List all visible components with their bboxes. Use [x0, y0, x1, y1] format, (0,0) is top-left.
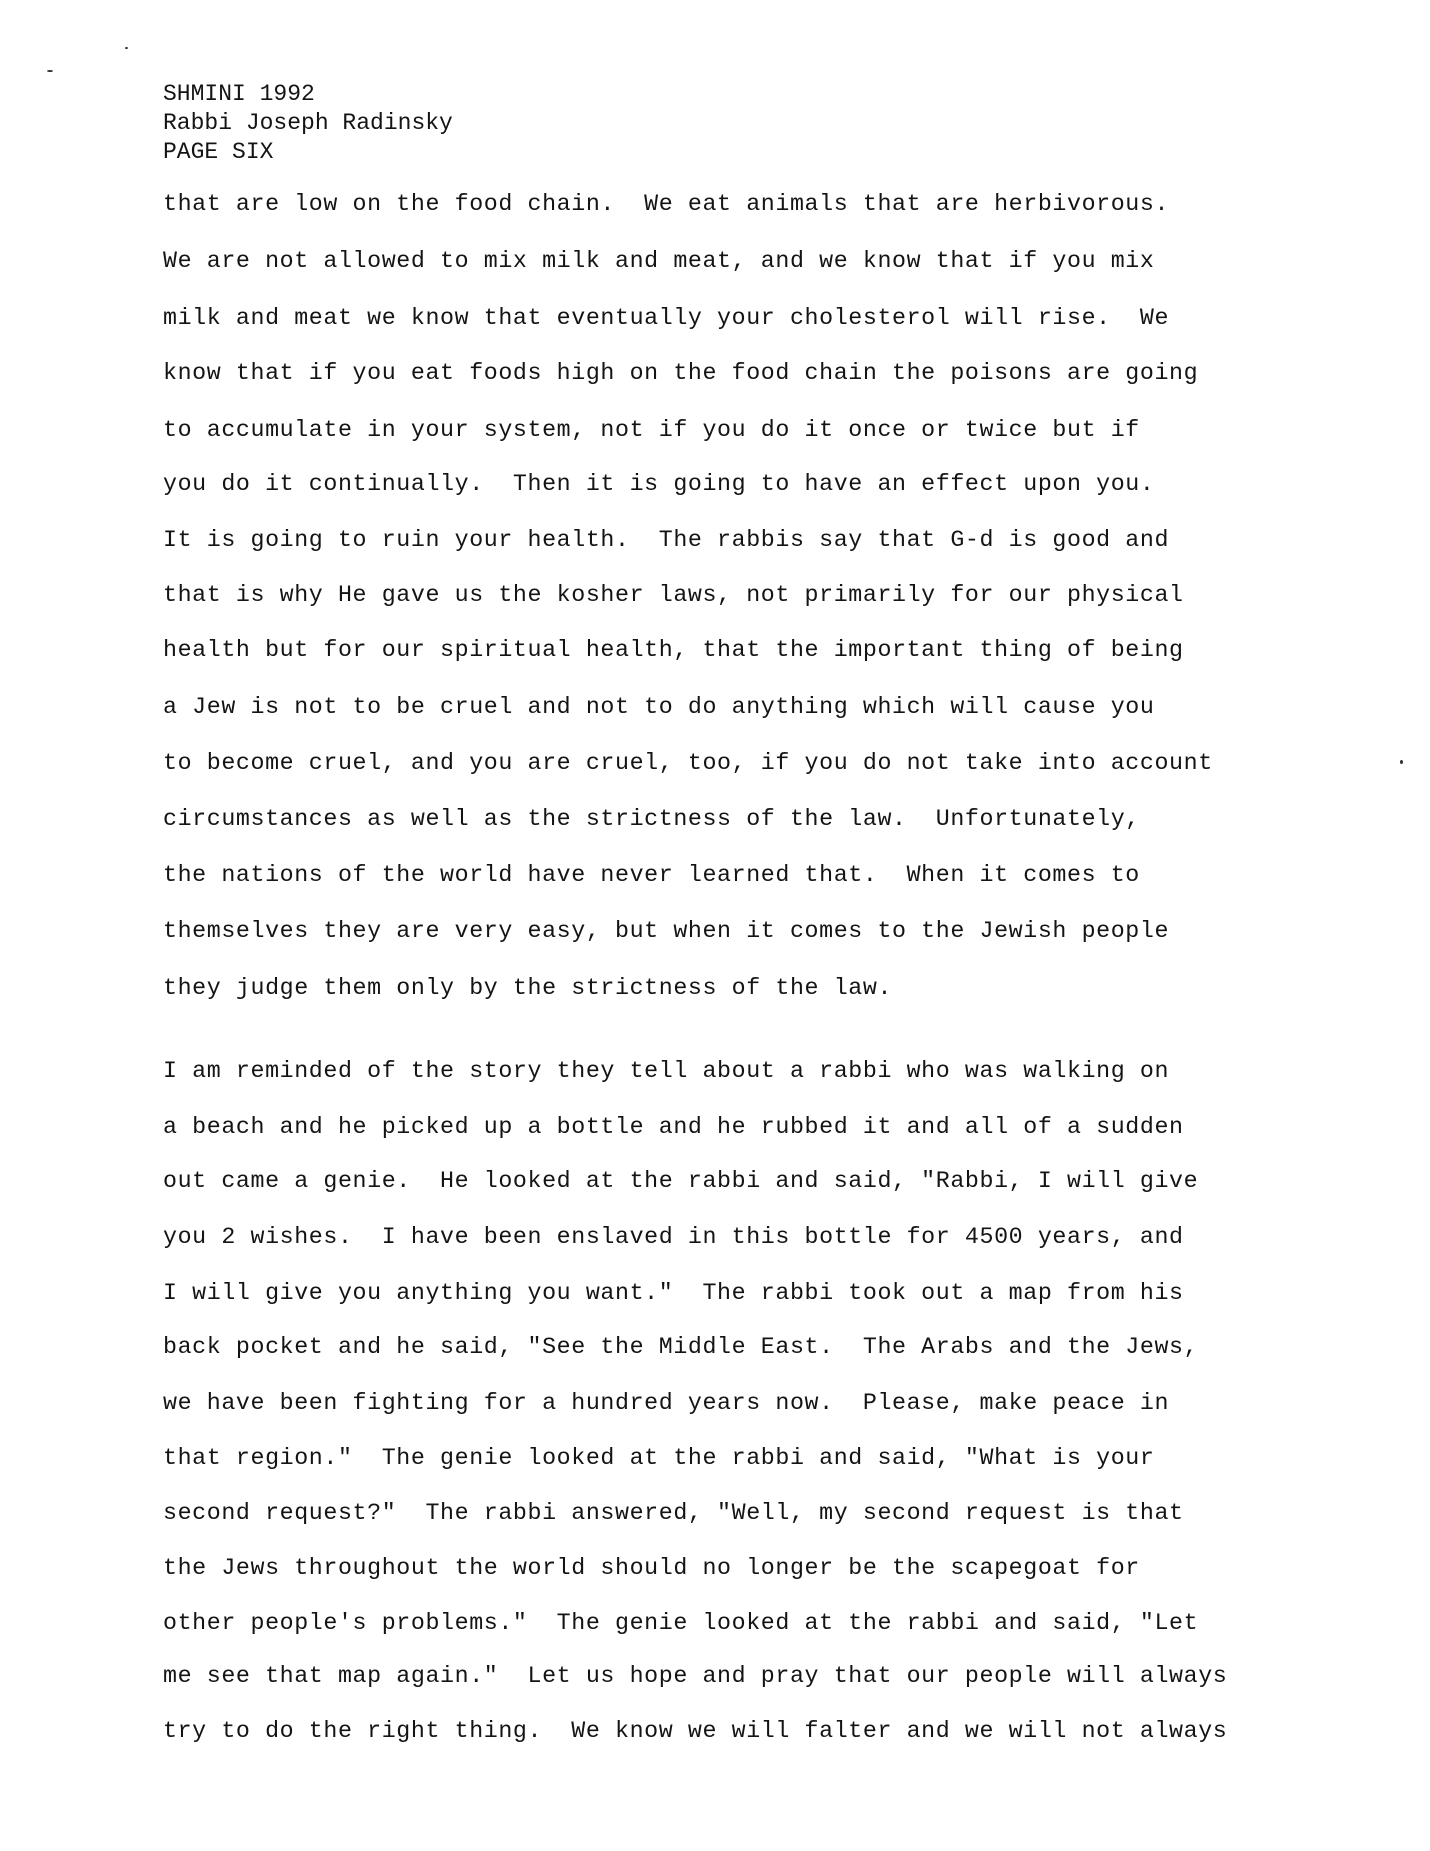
text-line: We are not allowed to mix milk and meat, and we know that if you mix	[163, 248, 1155, 274]
scan-speck	[47, 70, 53, 72]
text-line: that is why He gave us the kosher laws, not primarily for our physical	[163, 582, 1184, 608]
text-line: I will give you anything you want." The rabbi took out a map from his	[163, 1280, 1184, 1306]
text-line: out came a genie. He looked at the rabbi and said, "Rabbi, I will give	[163, 1168, 1199, 1194]
scan-speck	[1400, 760, 1403, 764]
text-line: back pocket and he said, "See the Middle East. The Arabs and the Jews,	[163, 1334, 1199, 1360]
scan-speck	[125, 47, 128, 49]
text-line: you do it continually. Then it is going to have an effect upon you.	[163, 471, 1155, 497]
text-line: to become cruel, and you are cruel, too, if you do not take into account	[163, 750, 1213, 776]
page-label: PAGE SIX	[163, 139, 274, 165]
text-line: try to do the right thing. We know we will falter and we will not always	[163, 1718, 1228, 1744]
text-line: a Jew is not to be cruel and not to do anything which will cause you	[163, 694, 1155, 720]
text-line: themselves they are very easy, but when it comes to the Jewish people	[163, 918, 1170, 944]
text-line: second request?" The rabbi answered, "Well, my second request is that	[163, 1500, 1184, 1526]
text-line: me see that map again." Let us hope and pray that our people will always	[163, 1663, 1228, 1689]
text-line: know that if you eat foods high on the food chain the poisons are going	[163, 360, 1199, 386]
text-line: the nations of the world have never learned that. When it comes to	[163, 862, 1140, 888]
text-line: milk and meat we know that eventually your cholesterol will rise. We	[163, 305, 1170, 331]
text-line: to accumulate in your system, not if you do it once or twice but if	[163, 417, 1140, 443]
text-line: that are low on the food chain. We eat animals that are herbivorous.	[163, 191, 1170, 217]
document-title: SHMINI 1992	[163, 81, 315, 107]
document-author: Rabbi Joseph Radinsky	[163, 110, 453, 136]
text-line: the Jews throughout the world should no longer be the scapegoat for	[163, 1555, 1140, 1581]
text-line: that region." The genie looked at the rabbi and said, "What is your	[163, 1445, 1155, 1471]
text-line: I am reminded of the story they tell about a rabbi who was walking on	[163, 1058, 1170, 1084]
text-line: health but for our spiritual health, that the important thing of being	[163, 637, 1184, 663]
text-line: we have been fighting for a hundred years now. Please, make peace in	[163, 1390, 1170, 1416]
text-line: a beach and he picked up a bottle and he rubbed it and all of a sudden	[163, 1114, 1184, 1140]
text-line: you 2 wishes. I have been enslaved in this bottle for 4500 years, and	[163, 1224, 1184, 1250]
text-line: It is going to ruin your health. The rabbis say that G-d is good and	[163, 527, 1170, 553]
text-line: circumstances as well as the strictness of the law. Unfortunately,	[163, 806, 1140, 832]
text-line: other people's problems." The genie looked at the rabbi and said, "Let	[163, 1610, 1199, 1636]
text-line: they judge them only by the strictness of the law.	[163, 975, 893, 1001]
page-header	[163, 80, 453, 167]
